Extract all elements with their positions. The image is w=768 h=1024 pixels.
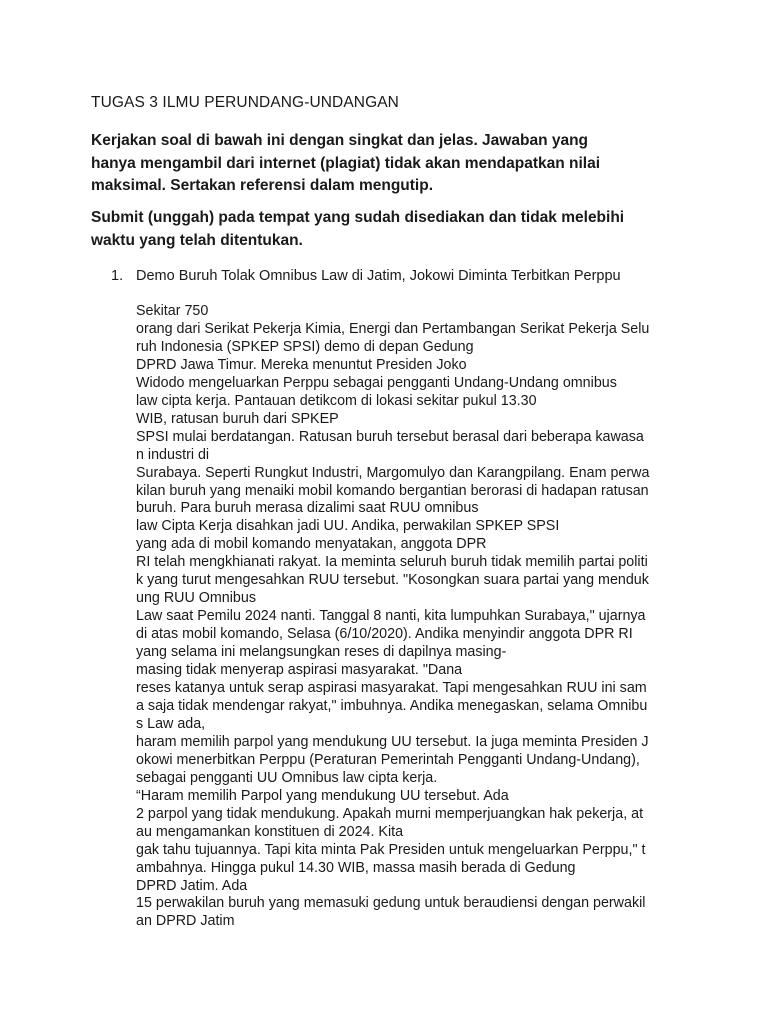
instruction-line: Kerjakan soal di bawah ini dengan singkat dan jelas. Jawaban yang — [91, 132, 589, 149]
instruction-line: waktu yang telah ditentukan. — [91, 231, 303, 249]
body-line: Sekitar 750 — [136, 303, 209, 319]
body-line: Surabaya. Seperti Rungkut Industri, Margomulyo dan Karangpilang. Enam perwa — [136, 464, 650, 481]
body-line: DPRD Jawa Timur. Mereka menuntut Presiden Joko — [136, 356, 467, 373]
body-line: buruh. Para buruh merasa dizalimi saat RUU omnibus — [136, 500, 479, 517]
body-line: sebagai pengganti UU Omnibus law cipta kerja. — [136, 769, 438, 786]
question-title: Demo Buruh Tolak Omnibus Law di Jatim, Jokowi Diminta Terbitkan Perppu — [136, 268, 621, 284]
body-line: haram memilih parpol yang mendukung UU tersebut. Ia juga meminta Presiden J — [136, 733, 649, 750]
body-line: au mengamankan konstituen di 2024. Kita — [136, 823, 404, 840]
body-line: 15 perwakilan buruh yang memasuki gedung untuk beraudiensi dengan perwakil — [136, 895, 646, 912]
body-line: an DPRD Jatim — [136, 913, 235, 930]
body-line: okowi menerbitkan Perppu (Peraturan Pemerintah Pengganti Undang-Undang), — [136, 751, 640, 768]
body-line: DPRD Jatim. Ada — [136, 877, 248, 894]
instructions-paragraph-1 — [91, 130, 711, 198]
body-line: reses katanya untuk serap aspirasi masyarakat. Tapi mengesahkan RUU ini sam — [136, 680, 647, 697]
body-line: RI telah mengkhianati rakyat. Ia meminta seluruh buruh tidak memilih partai politi — [136, 554, 648, 571]
body-line: kilan buruh yang menaiki mobil komando bergantian berorasi di hadapan ratusan — [136, 482, 649, 499]
body-line: law Cipta Kerja disahkan jadi UU. Andika, perwakilan SPKEP SPSI — [136, 518, 560, 535]
body-line: ambahnya. Hingga pukul 14.30 WIB, massa masih berada di Gedung — [136, 859, 576, 876]
body-line: k yang turut mengesahkan RUU tersebut. "Kosongkan suara partai yang menduk — [136, 572, 649, 589]
body-line: ung RUU Omnibus — [136, 590, 256, 607]
body-line: masing tidak menyerap aspirasi masyarakat. "Dana — [136, 662, 463, 679]
document-title: TUGAS 3 ILMU PERUNDANG-UNDANGAN — [91, 94, 399, 111]
body-line: yang ada di mobil komando menyatakan, anggota DPR — [136, 536, 487, 553]
body-line: ruh Indonesia (SPKEP SPSI) demo di depan Gedung — [136, 338, 474, 355]
instruction-line: hanya mengambil dari internet (plagiat) tidak akan mendapatkan nilai — [91, 154, 601, 172]
body-line: WIB, ratusan buruh dari SPKEP — [136, 410, 339, 427]
body-line: “Haram memilih Parpol yang mendukung UU tersebut. Ada — [136, 787, 509, 804]
body-line: di atas mobil komando, Selasa (6/10/2020). Andika menyindir anggota DPR RI — [136, 626, 633, 643]
body-line: gak tahu tujuannya. Tapi kita minta Pak Presiden untuk mengeluarkan Perppu," t — [136, 841, 646, 858]
body-line: orang dari Serikat Pekerja Kimia, Energi dan Pertambangan Serikat Pekerja Selu — [136, 320, 650, 337]
body-line: SPSI mulai berdatangan. Ratusan buruh tersebut berasal dari beberapa kawasa — [136, 428, 644, 445]
instruction-line: maksimal. Sertakan referensi dalam mengutip. — [91, 177, 433, 194]
question-number: 1. — [111, 268, 124, 284]
instruction-line: Submit (unggah) pada tempat yang sudah disediakan dan tidak melebihi — [91, 209, 625, 226]
body-line: Widodo mengeluarkan Perppu sebagai pengganti Undang-Undang omnibus — [136, 374, 617, 391]
instructions-paragraph-2 — [91, 207, 711, 252]
body-line: s Law ada, — [136, 715, 206, 732]
body-line: law cipta kerja. Pantauan detikcom di lokasi sekitar pukul 13.30 — [136, 392, 537, 409]
body-line: a saja tidak mendengar rakyat," imbuhnya. Andika menegaskan, selama Omnibu — [136, 697, 648, 714]
body-line: 2 parpol yang tidak mendukung. Apakah murni memperjuangkan hak pekerja, at — [136, 805, 644, 822]
question-body — [136, 303, 736, 931]
body-line: n industri di — [136, 446, 210, 463]
body-line: yang selama ini melangsungkan reses di dapilnya masing- — [136, 644, 507, 661]
body-line: Law saat Pemilu 2024 nanti. Tanggal 8 nanti, kita lumpuhkan Surabaya," ujarnya — [136, 608, 646, 625]
